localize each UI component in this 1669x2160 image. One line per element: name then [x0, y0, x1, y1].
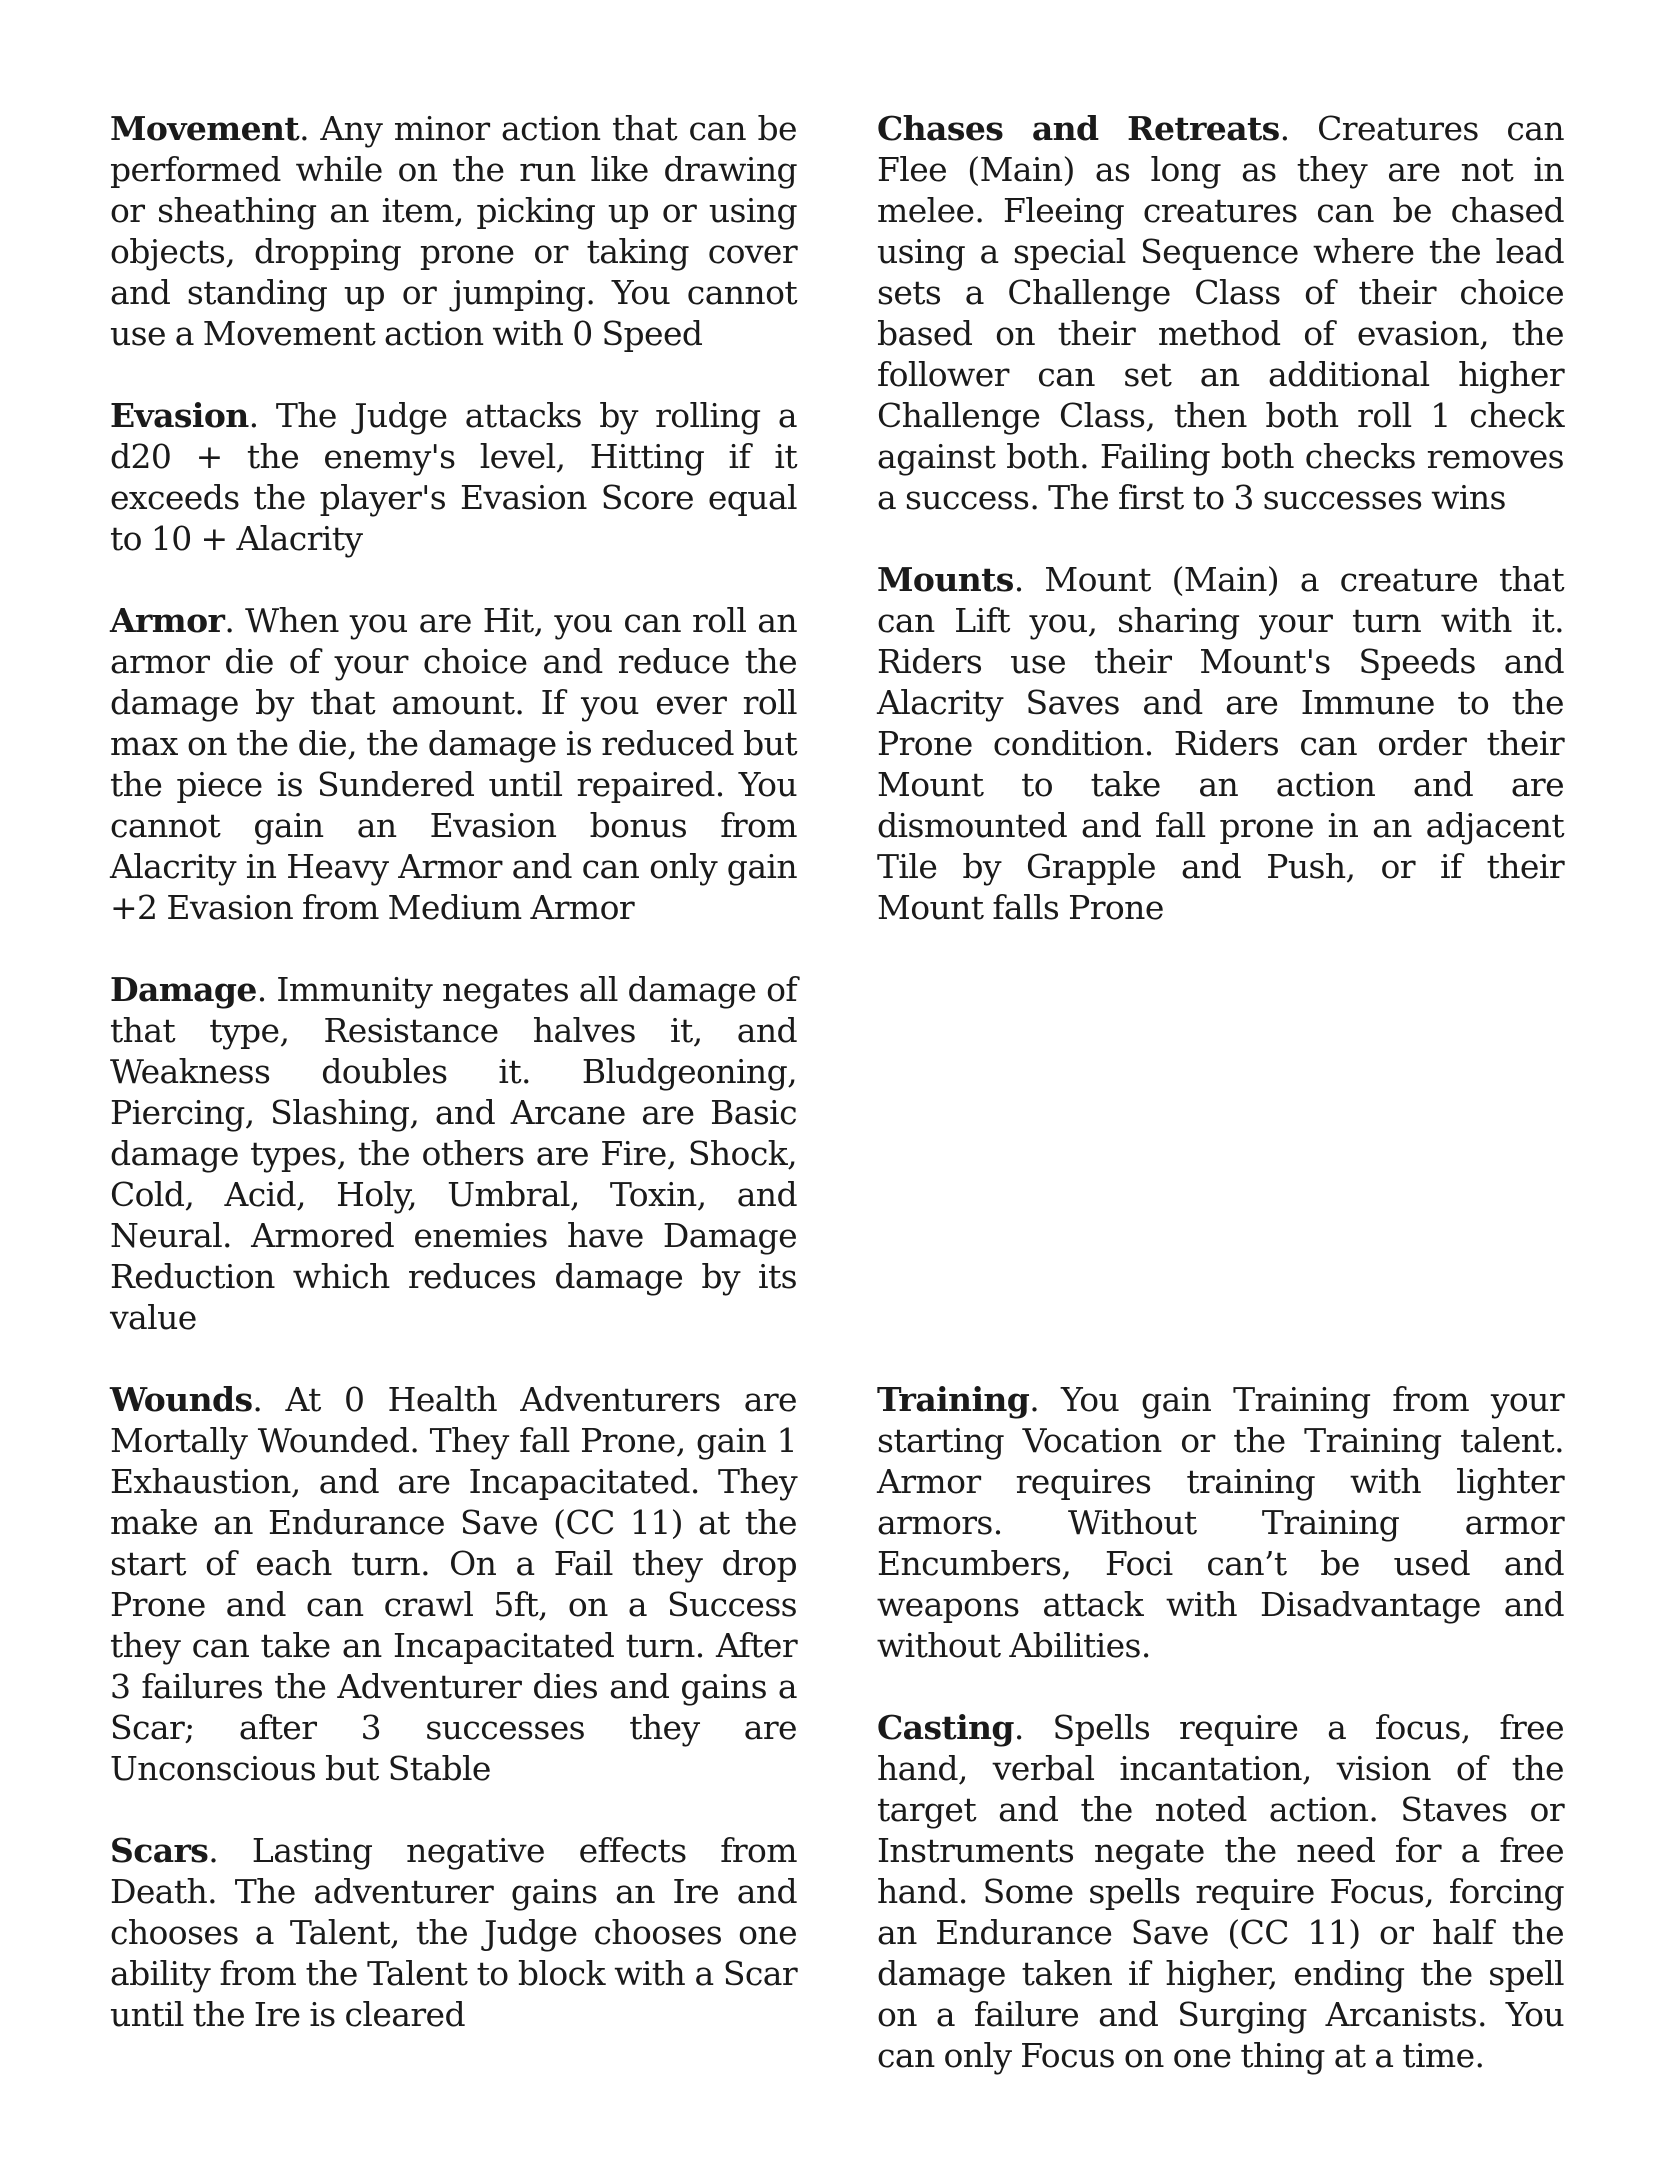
rule-text: . When you are Hit, you can roll an armor die of your choice and reduce the damage by that amount. If you ever roll max on the die, the damage is reduced but the piece is Sundered until repaired. You cannot gain an Evasion bonus from Alacrity in Heavy Armor and can only gain +2 Evasion from Medium Armor [110, 601, 797, 927]
rule-term: Mounts [877, 560, 1014, 599]
rule-term: Casting [877, 1708, 1014, 1747]
rule-chases-and-retreats [877, 108, 1564, 518]
rule-text: . Mount (Main) a creature that can Lift you, sharing your turn with it. Riders use their Mount's Speeds and Alacrity Saves and are Immune to the Prone condition. Riders can order their Mount to take an action and are dismounted and fall prone in an adjacent Tile by Grapple and Push, or if their Mount falls Prone [877, 560, 1564, 927]
rule-scars [110, 1830, 797, 2035]
rule-mounts [877, 559, 1564, 928]
rule-damage [110, 969, 797, 1338]
rule-term: Chases and Retreats [877, 109, 1280, 148]
rule-evasion [110, 395, 797, 559]
rule-term: Scars [110, 1831, 209, 1870]
rule-term: Training [877, 1380, 1030, 1419]
rule-training [877, 1379, 1564, 1666]
rule-text: . The Judge attacks by rolling a d20 + the enemy's level, Hitting if it exceeds the player's Evasion Score equal to 10 + Alacrity [110, 396, 797, 558]
rule-term: Evasion [110, 396, 249, 435]
rule-text: . At 0 Health Adventurers are Mortally Wounded. They fall Prone, gain 1 Exhaustion, and are Incapacitated. They make an Endurance Save (CC 11) at the start of each turn. On a Fail they drop Prone and can crawl 5ft, on a Success they can take an Incapacitated turn. After 3 failures the Adventurer dies and gains a Scar; after 3 successes they are Unconscious but Stable [110, 1380, 797, 1788]
rule-term: Armor [110, 601, 225, 640]
rule-casting [877, 1707, 1564, 2076]
rule-text: . Lasting negative effects from Death. The adventurer gains an Ire and chooses a Talent, the Judge chooses one ability from the Talent to block with a Scar until the Ire is cleared [110, 1831, 797, 2034]
rule-term: Movement [110, 109, 300, 148]
rule-wounds [110, 1379, 797, 1789]
rule-term: Damage [110, 970, 257, 1009]
rule-text: . Immunity negates all damage of that type, Resistance halves it, and Weakness doubles it. Bludgeoning, Piercing, Slashing, and Arcane are Basic damage types, the others are Fire, Shock, Cold, Acid, Holy, Umbral, Toxin, and Neural. Armored enemies have Damage Reduction which reduces damage by its value [110, 970, 797, 1337]
rule-text: . Any minor action that can be performed while on the run like drawing or sheathing an item, picking up or using objects, dropping prone or taking cover and standing up or jumping. You cannot use a Movement action with 0 Speed [110, 109, 797, 353]
left-column [110, 108, 797, 2035]
right-column [877, 108, 1564, 2076]
rule-armor [110, 600, 797, 928]
rule-movement [110, 108, 797, 354]
rule-text: . Spells require a focus, free hand, verbal incantation, vision of the target and the noted action. Staves or Instruments negate the need for a free hand. Some spells require Focus, forcing an Endurance Save (CC 11) or half the damage taken if higher, ending the spell on a failure and Surging Arcanists. You can only Focus on one thing at a time. [877, 1708, 1564, 2075]
rule-text: . Creatures can Flee (Main) as long as they are not in melee. Fleeing creatures can be chased using a special Sequence where the lead sets a Challenge Class of their choice based on their method of evasion, the follower can set an additional higher Challenge Class, then both roll 1 check against both. Failing both checks removes a success. The first to 3 successes wins [877, 109, 1564, 517]
rule-term: Wounds [110, 1380, 253, 1419]
rule-text: . You gain Training from your starting Vocation or the Training talent. Armor requires training with lighter armors. Without Training armor Encumbers, Foci can’t be used and weapons attack with Disadvantage and without Abilities. [877, 1380, 1564, 1665]
